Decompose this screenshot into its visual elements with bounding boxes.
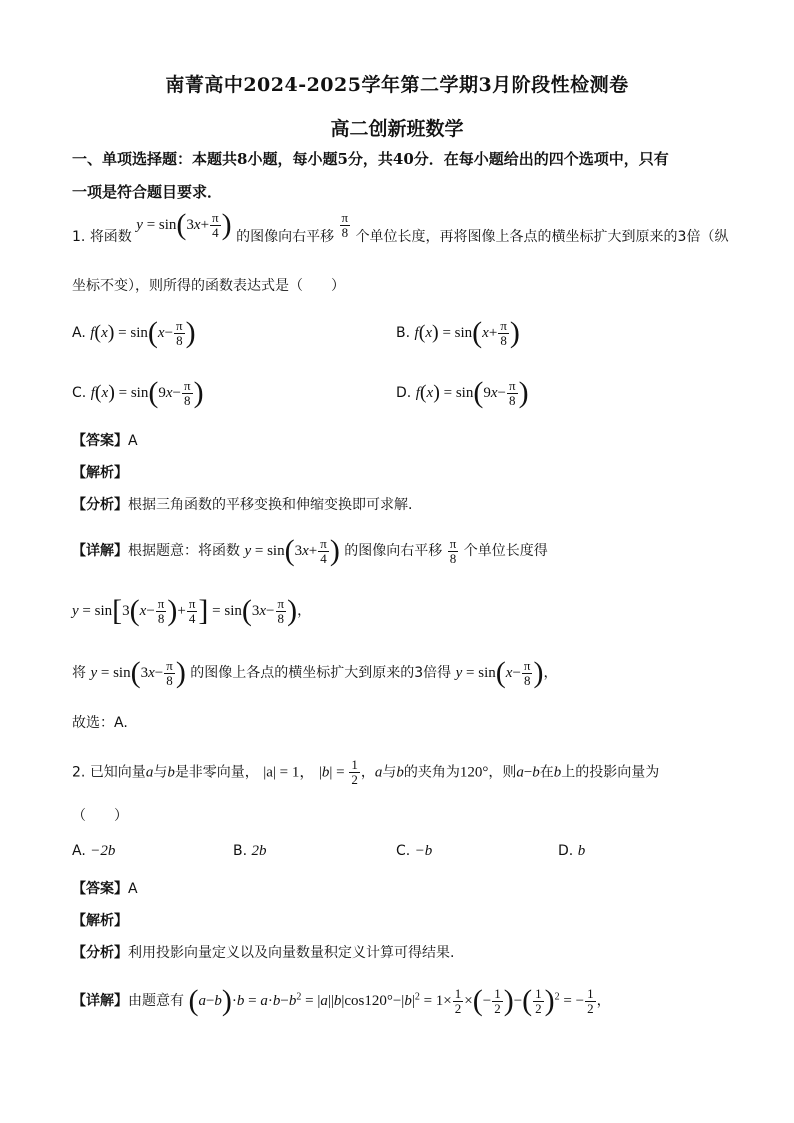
step2-function: y = sin(3x− $\frac{\pi}{8}$ ) bbox=[90, 656, 186, 689]
equation-step1: y = sin[3(x− $\frac{\pi}{8}$ )+ $\frac{\pi}{4}$ ] = sin(3x− $\frac{\pi}{8}$ ) bbox=[72, 594, 298, 627]
q2-text: 是非零向量， bbox=[174, 764, 259, 781]
q2-option-a[interactable] bbox=[72, 843, 115, 860]
q1-answer bbox=[72, 430, 138, 450]
q1-conclusion: 故选：A. bbox=[72, 715, 128, 731]
q2-text: 与 bbox=[153, 764, 168, 781]
option-expr: f(x) = sin(9x− $\frac{\pi}{8}$ ) bbox=[90, 376, 204, 409]
q2-text: 与 bbox=[382, 764, 397, 781]
q2-option-c[interactable] bbox=[396, 843, 432, 860]
option-expr: −2b bbox=[90, 843, 116, 859]
analysis-label: 【分析】 bbox=[72, 945, 128, 961]
answer-tag: 【答案】 bbox=[72, 881, 128, 897]
step2-prefix: 将 bbox=[72, 665, 86, 681]
detail-prefix: 根据题意：将函数 bbox=[128, 543, 240, 559]
q1-stem-line1 bbox=[72, 208, 729, 254]
q1-option-b[interactable] bbox=[396, 316, 520, 350]
option-label: B. bbox=[396, 325, 411, 341]
q2-stem-line1: 2. 已知向量a与b是非零向量， |a| = 1， |b| = $\frac{1}{2}$ ，a与b的夹角为120°，则a−b在b上的投影向量为 bbox=[72, 757, 660, 787]
step2-tail: ， bbox=[543, 665, 558, 681]
detail-label: 【详解】 bbox=[72, 543, 128, 559]
option-expr: 2b bbox=[251, 843, 267, 859]
q2-answer bbox=[72, 878, 138, 898]
option-label: A. bbox=[72, 325, 86, 341]
q2-text: 上的投影向量为 bbox=[561, 764, 660, 781]
q2-option-b[interactable] bbox=[233, 843, 267, 860]
q1-detail-line1 bbox=[72, 534, 548, 568]
q1-function: y = sin(3x+ $\frac{\pi}{4}$ ) bbox=[136, 208, 232, 241]
option-label: A. bbox=[72, 843, 86, 859]
q2-detail-equation: $(a-b)\cdot b = a\cdot b-b^2 = |a||b|\cos 120^\circ-|b|^2 = 1\times$ $\frac{1}{2}$ ×(− $\frac{1}{2}$ )−( $\frac{1}{2}$ )$^2$ = − $\frac{1}{2}$ bbox=[188, 984, 594, 1017]
option-label: C. bbox=[72, 385, 87, 401]
q1-analysis-tag: 【解析】 bbox=[72, 465, 128, 481]
answer-value: A bbox=[128, 881, 138, 897]
option-expr: f(x) = sin(x− $\frac{\pi}{8}$ ) bbox=[90, 316, 196, 349]
q1-option-d[interactable] bbox=[396, 376, 529, 410]
q1-shift: $\frac{\pi}{8}$ bbox=[341, 209, 349, 240]
q2-text: ， bbox=[360, 764, 375, 781]
detail-tail: ， bbox=[596, 993, 611, 1009]
answer-value: A bbox=[128, 433, 138, 449]
option-expr: f(x) = sin(9x− $\frac{\pi}{8}$ ) bbox=[415, 376, 529, 409]
detail-suffix: 个单位长度得 bbox=[463, 543, 548, 559]
detail-label: 【详解】 bbox=[72, 993, 128, 1009]
option-label: D. bbox=[396, 385, 412, 401]
analysis-label: 【分析】 bbox=[72, 497, 128, 513]
analysis-text: 根据三角函数的平移变换和伸缩变换即可求解. bbox=[128, 497, 413, 513]
q2-option-d[interactable] bbox=[558, 843, 585, 860]
q2-magnitude-a: |a| = 1， bbox=[263, 764, 315, 781]
section-heading bbox=[72, 143, 732, 209]
q2-text: ，则 bbox=[488, 764, 517, 781]
option-label: C. bbox=[396, 843, 411, 859]
detail-shift: $\frac{\pi}{8}$ bbox=[449, 535, 457, 566]
option-label: D. bbox=[558, 843, 574, 859]
option-expr: −b bbox=[414, 843, 433, 859]
q2-text: 在 bbox=[539, 764, 554, 781]
q1-analysis bbox=[72, 494, 412, 514]
q1-suffix: 个单位长度，再将图像上各点的横坐标扩大到原来的3倍（纵 bbox=[355, 229, 729, 245]
analysis-text: 利用投影向量定义以及向量数量积定义计算可得结果. bbox=[128, 945, 455, 961]
option-label: B. bbox=[233, 843, 248, 859]
detail-prefix: 由题意有 bbox=[128, 993, 184, 1009]
q2-stem-line2: （ ） bbox=[72, 808, 128, 824]
q1-middle: 的图像向右平移 bbox=[236, 229, 335, 245]
option-expr: b bbox=[577, 843, 586, 859]
q1-option-a[interactable] bbox=[72, 316, 196, 350]
q2-analysis-tag: 【解析】 bbox=[72, 913, 128, 929]
section-heading-line1: 一、单项选择题：本题共8小题，每小题5分，共40分．在每小题给出的四个选项中，只有 bbox=[72, 150, 669, 168]
page-subtitle: 高二创新班数学 bbox=[330, 118, 464, 140]
q2-detail bbox=[72, 984, 611, 1018]
step2-mid: 的图像上各点的横坐标扩大到原来的3倍得 bbox=[190, 665, 452, 681]
section-heading-line2: 一项是符合题目要求． bbox=[72, 183, 223, 201]
q2-magnitude-b: |b| = $\frac{1}{2}$ bbox=[318, 757, 358, 787]
detail-function: y = sin(3x+ $\frac{\pi}{4}$ ) bbox=[244, 534, 340, 567]
q1-detail-line3 bbox=[72, 656, 557, 690]
step1-tail: ， bbox=[297, 603, 312, 619]
option-expr: f(x) = sin(x+ $\frac{\pi}{8}$ ) bbox=[414, 316, 520, 349]
q1-stem-line2: 坐标不变），则所得的函数表达式是（ ） bbox=[72, 278, 345, 294]
page-title: 南菁高中2024-2025学年第二学期3月阶段性检测卷 bbox=[165, 74, 629, 96]
q2-number: 2. bbox=[72, 764, 86, 781]
q1-number: 1. bbox=[72, 229, 86, 245]
step2-result: y = sin(x− $\frac{\pi}{8}$ ) bbox=[455, 656, 544, 689]
q1-prefix: 将函数 bbox=[89, 229, 132, 245]
q2-analysis bbox=[72, 942, 454, 962]
q2-text: 已知向量 bbox=[89, 764, 146, 781]
q2-text: 的夹角为 bbox=[403, 764, 460, 781]
answer-tag: 【答案】 bbox=[72, 433, 128, 449]
q1-option-c[interactable] bbox=[72, 376, 204, 410]
detail-mid: 的图像向右平移 bbox=[344, 543, 443, 559]
q1-detail-equation bbox=[72, 594, 311, 628]
q2-angle: 120° bbox=[459, 764, 489, 781]
